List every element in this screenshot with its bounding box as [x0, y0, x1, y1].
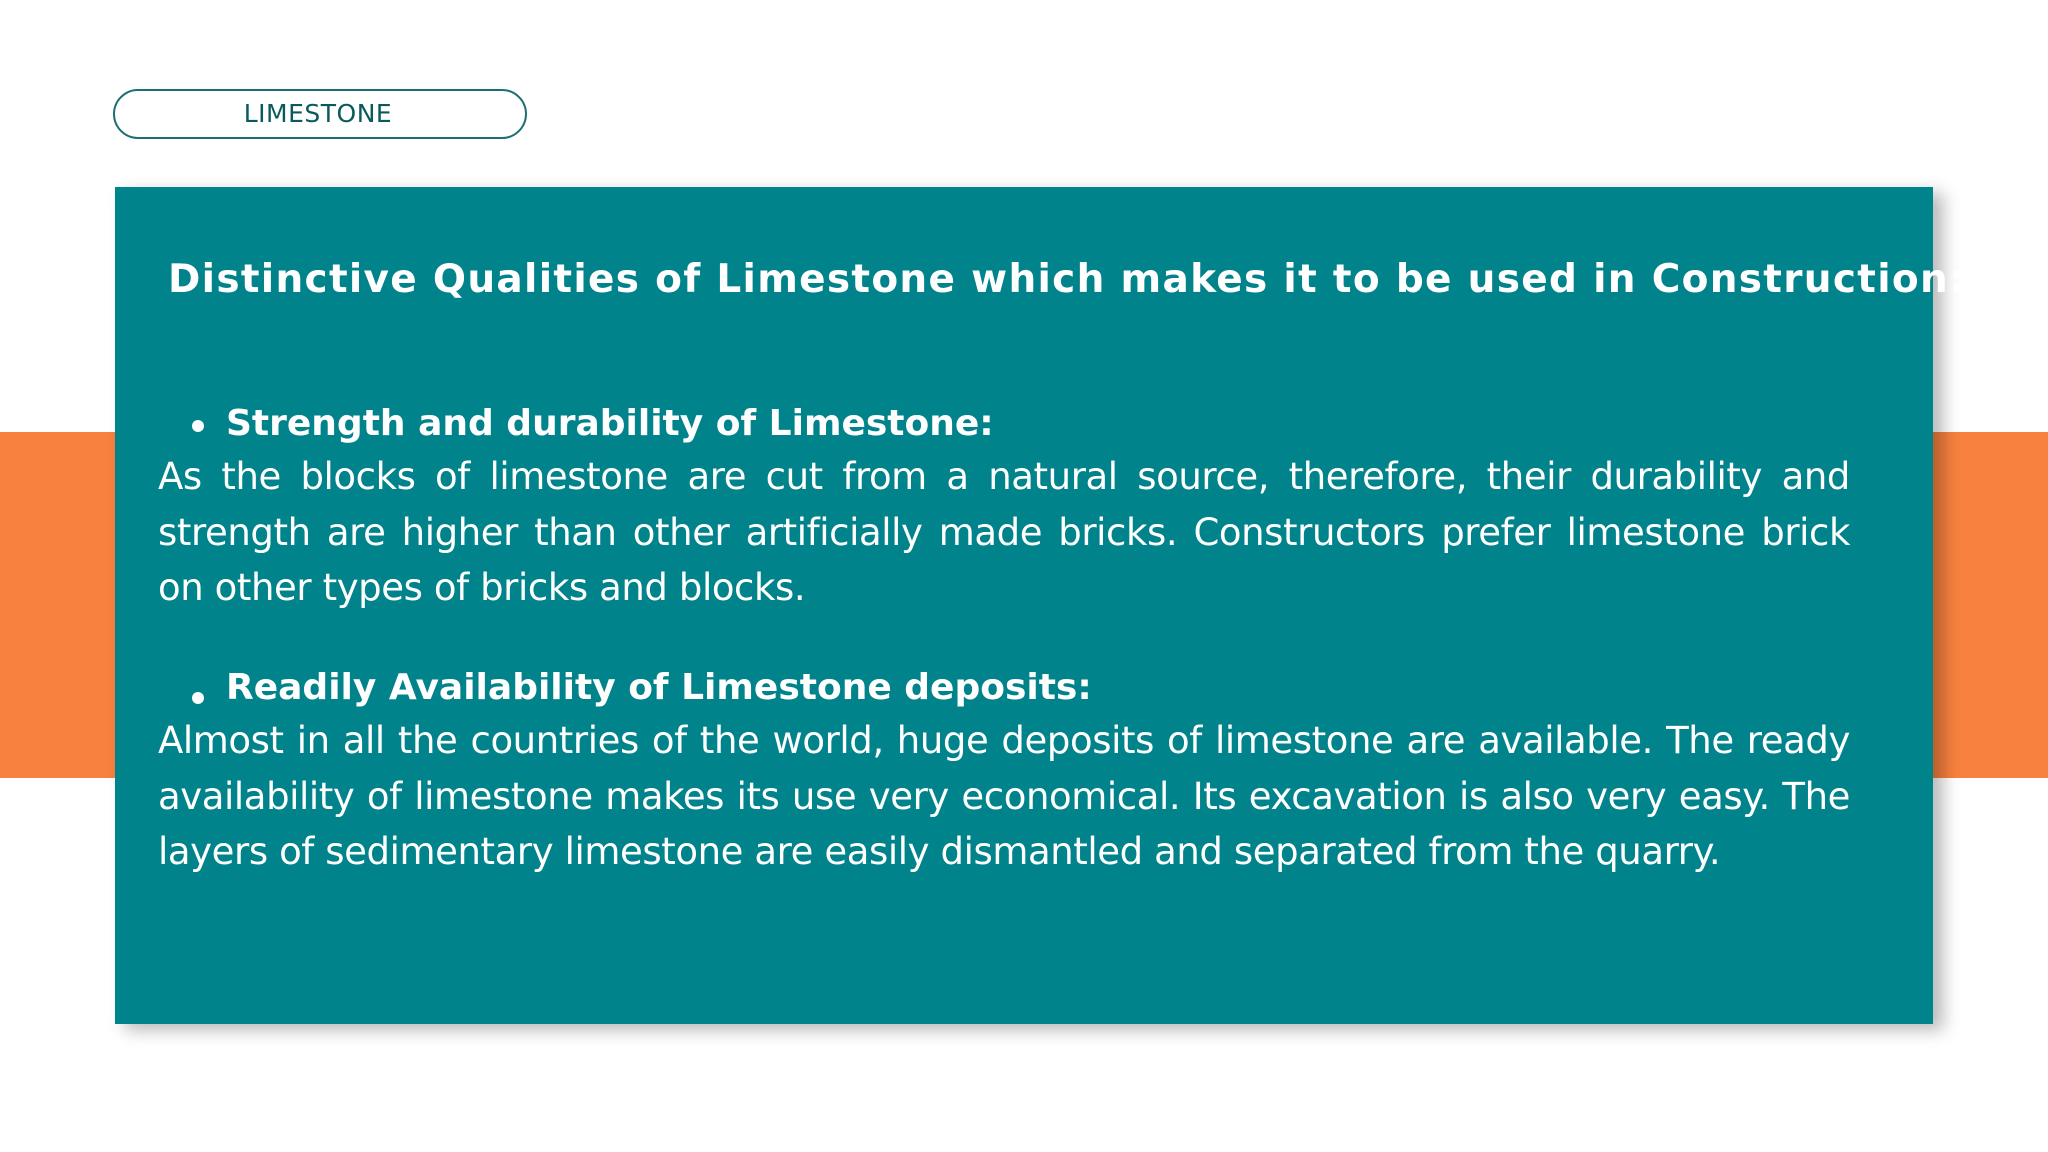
bullet-icon [192, 692, 204, 704]
content-card [115, 187, 1966, 1024]
section-body: Almost in all the countries of the world, huge deposits of limestone are available. The ready availability of limestone makes its use very economical. Its excavation is also very easy. The layers of sedimentary limestone are easily dismantled and separated from the quarry. [158, 719, 1850, 873]
quality-section-strength [158, 399, 1850, 616]
section-heading-row [158, 663, 1850, 713]
card-title: Distinctive Qualities of Limestone which makes it to be used in Construction: [168, 257, 1966, 302]
section-body: As the blocks of limestone are cut from a natural source, therefore, their durability and strength are higher than other artificially made bricks. Constructors prefer limestone brick on other types of bricks and blocks. [158, 455, 1850, 609]
section-heading-row [158, 399, 1850, 449]
quality-section-availability [158, 663, 1850, 880]
section-tag [113, 89, 527, 139]
bullet-icon [192, 420, 204, 432]
section-tag-label: LIMESTONE [243, 99, 393, 128]
section-heading: Readily Availability of Limestone deposits: [226, 667, 1092, 708]
section-heading: Strength and durability of Limestone: [226, 403, 994, 444]
